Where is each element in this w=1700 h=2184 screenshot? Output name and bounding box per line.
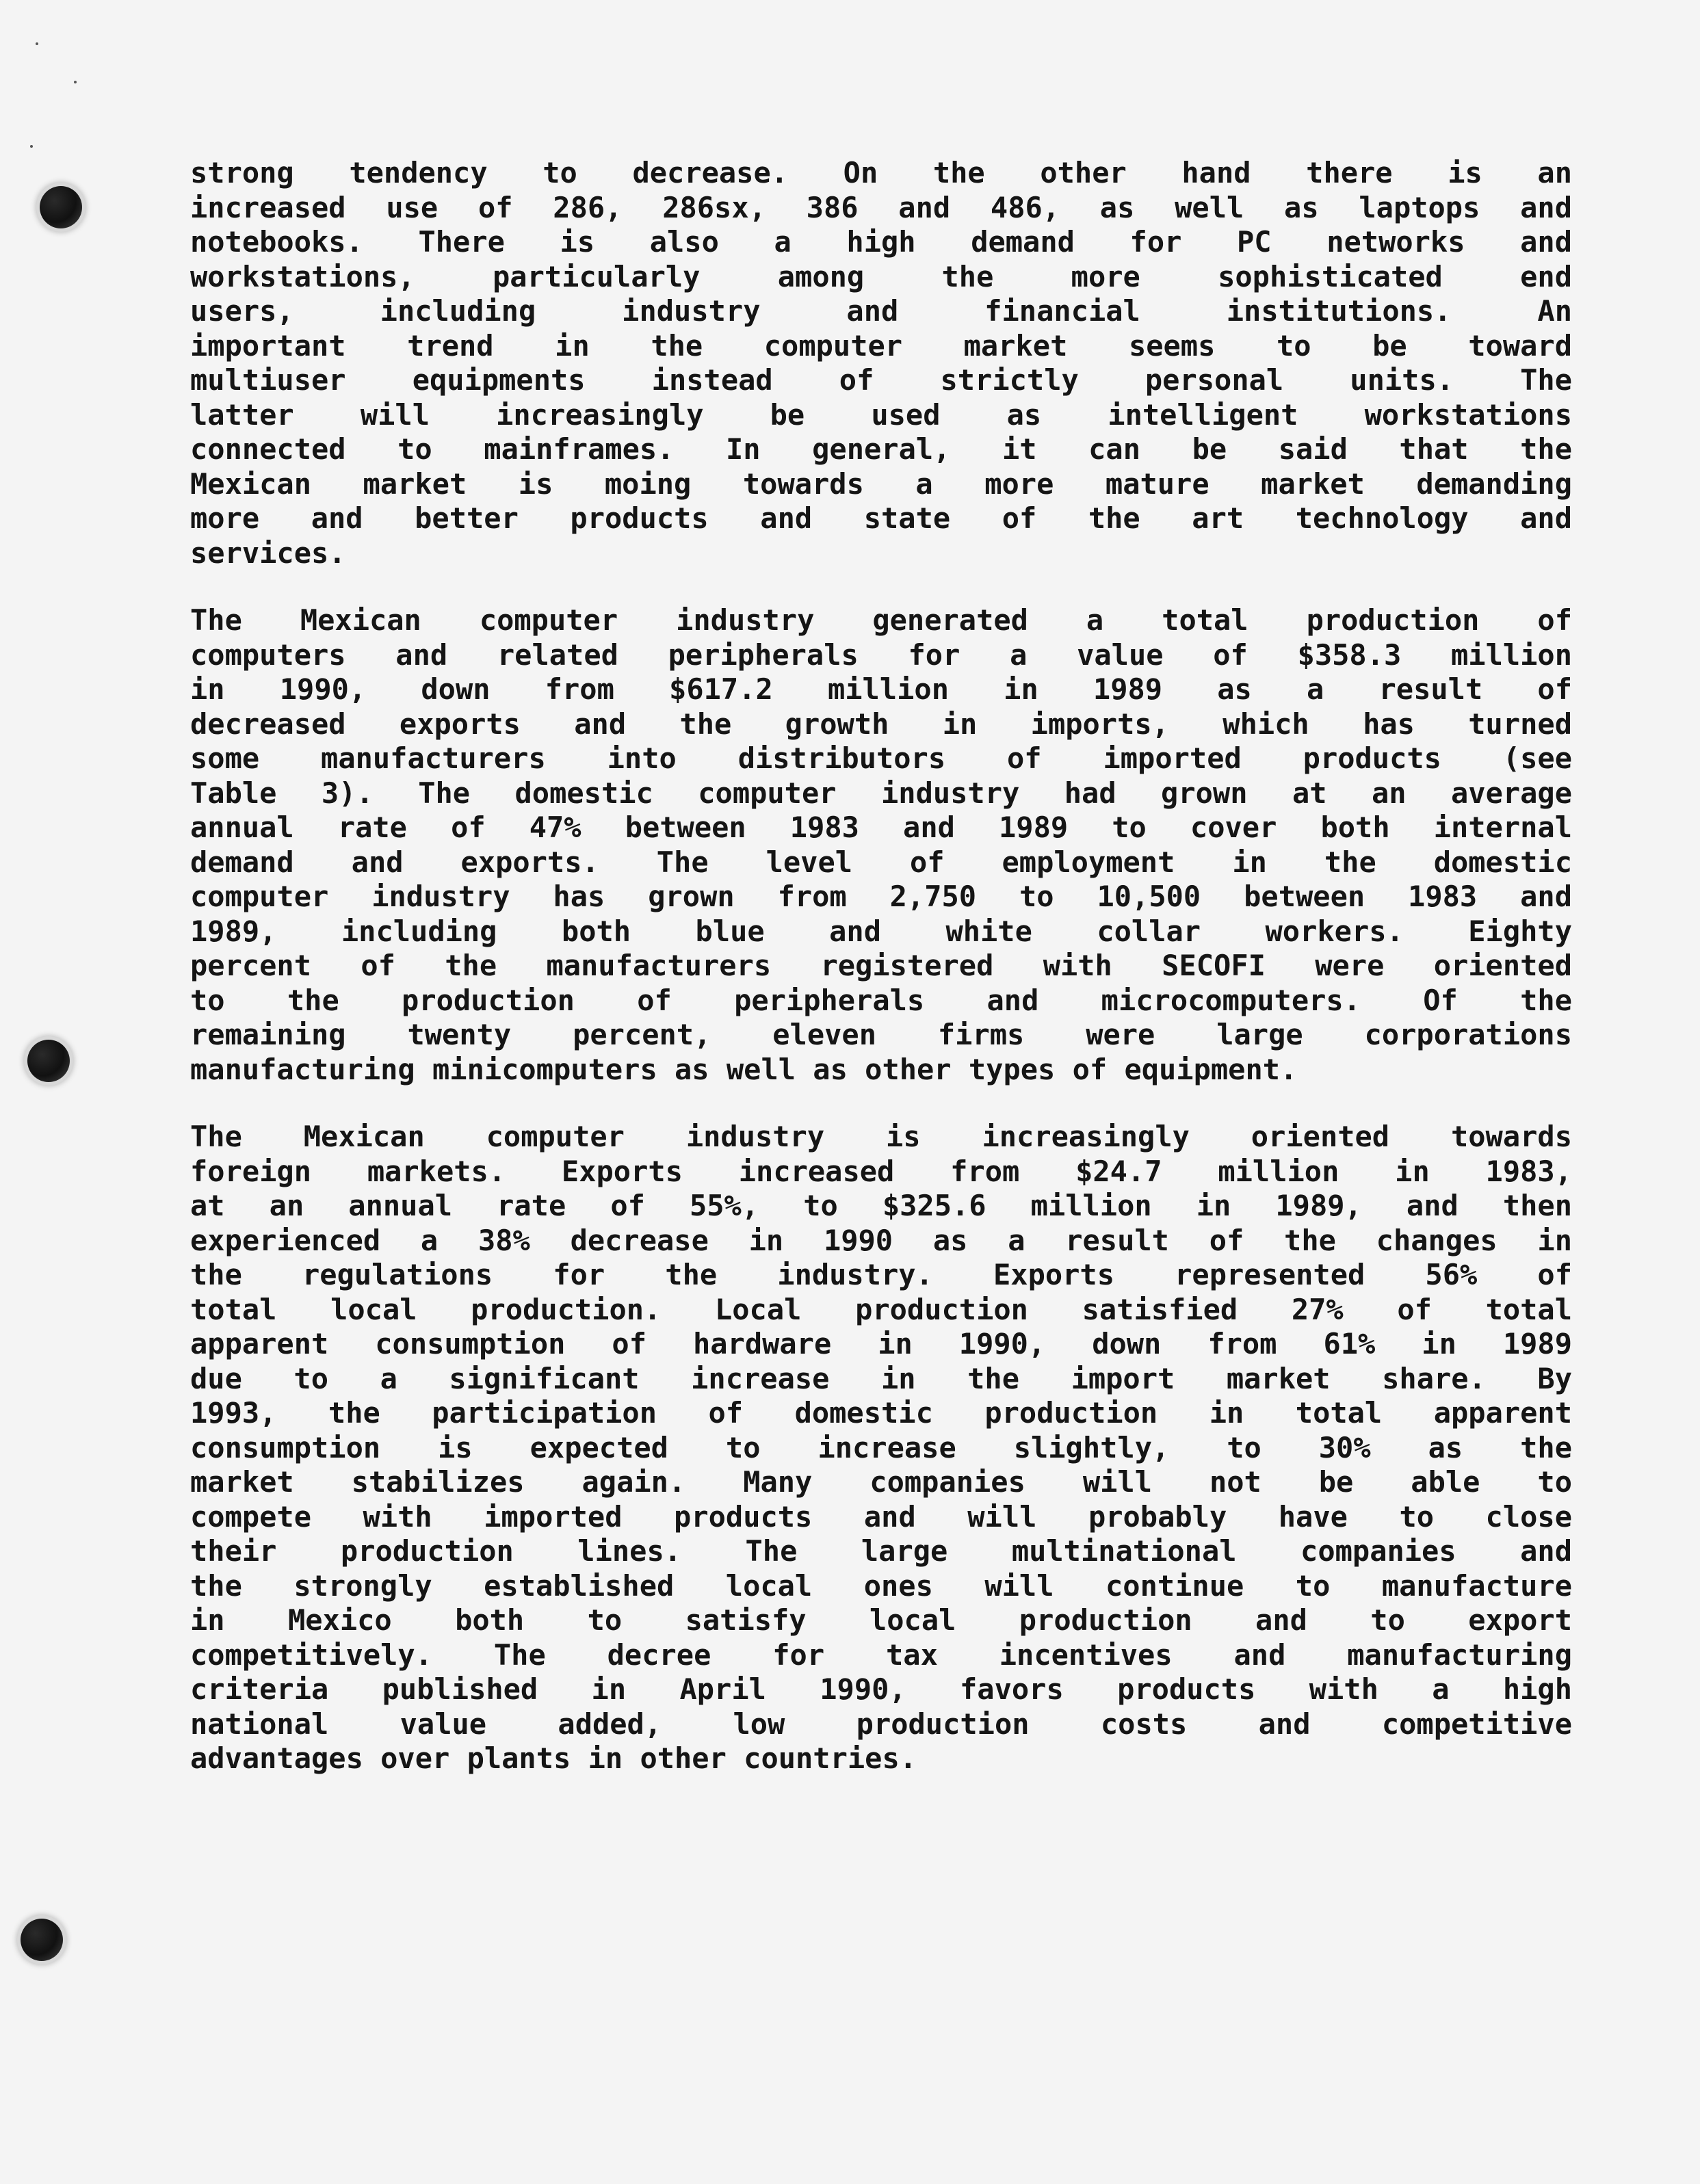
scan-speck bbox=[74, 81, 77, 83]
punch-hole bbox=[27, 1040, 70, 1082]
text-line: The Mexican computer industry generated a total production of bbox=[190, 603, 1572, 637]
text-line: manufacturing minicomputers as well as other types of equipment. bbox=[190, 1052, 1298, 1086]
scan-speck bbox=[36, 42, 38, 45]
text-line: computer industry has grown from 2,750 to 10,500 between 1983 and bbox=[190, 880, 1572, 913]
body-text bbox=[190, 156, 1572, 1809]
text-line: foreign markets. Exports increased from $24.7 million in 1983, bbox=[190, 1154, 1572, 1188]
text-line: 1993, the participation of domestic production in total apparent bbox=[190, 1396, 1572, 1430]
text-line: total local production. Local production satisfied 27% of total bbox=[190, 1292, 1572, 1326]
text-line: notebooks. There is also a high demand for PC networks and bbox=[190, 225, 1572, 259]
text-line: connected to mainframes. In general, it can be said that the bbox=[190, 432, 1572, 466]
text-line: the strongly established local ones will continue to manufacture bbox=[190, 1568, 1572, 1603]
text-line: experienced a 38% decrease in 1990 as a result of the changes in bbox=[190, 1223, 1572, 1257]
scan-speck bbox=[30, 145, 33, 148]
text-line: due to a significant increase in the import market share. By bbox=[190, 1361, 1572, 1395]
text-line: market stabilizes again. Many companies will not be able to bbox=[190, 1465, 1572, 1499]
text-line: compete with imported products and will probably have to close bbox=[190, 1499, 1572, 1534]
paragraph bbox=[190, 156, 1572, 570]
text-line: Mexican market is moing towards a more mature market demanding bbox=[190, 466, 1572, 501]
paragraph bbox=[190, 1120, 1572, 1776]
text-line: demand and exports. The level of employment in the domestic bbox=[190, 845, 1572, 879]
text-line: the regulations for the industry. Exports represented 56% of bbox=[190, 1258, 1572, 1291]
text-line: consumption is expected to increase slightly, to 30% as the bbox=[190, 1430, 1572, 1464]
text-line: services. bbox=[190, 536, 346, 570]
text-line: in Mexico both to satisfy local production and to export bbox=[190, 1603, 1572, 1637]
punch-hole bbox=[21, 1919, 63, 1961]
text-line: The Mexican computer industry is increasingly oriented towards bbox=[190, 1120, 1572, 1153]
text-line: in 1990, down from $617.2 million in 1989 as a result of bbox=[190, 672, 1572, 706]
text-line: advantages over plants in other countries. bbox=[190, 1741, 917, 1775]
paragraph bbox=[190, 603, 1572, 1087]
text-line: annual rate of 47% between 1983 and 1989 to cover both internal bbox=[190, 811, 1572, 844]
text-line: competitively. The decree for tax incentives and manufacturing bbox=[190, 1637, 1572, 1672]
text-line: their production lines. The large multinational companies and bbox=[190, 1534, 1572, 1568]
text-line: users, including industry and financial institutions. An bbox=[190, 294, 1572, 328]
text-line: important trend in the computer market seems to be toward bbox=[190, 328, 1572, 363]
text-line: some manufacturers into distributors of imported products (see bbox=[190, 741, 1572, 775]
punch-hole bbox=[40, 186, 82, 228]
text-line: workstations, particularly among the more sophisticated end bbox=[190, 259, 1572, 293]
text-line: Table 3). The domestic computer industry had grown at an average bbox=[190, 776, 1572, 810]
text-line: percent of the manufacturers registered with SECOFI were oriented bbox=[190, 949, 1572, 982]
text-line: more and better products and state of the art technology and bbox=[190, 501, 1572, 535]
text-line: remaining twenty percent, eleven firms were large corporations bbox=[190, 1018, 1572, 1051]
text-line: 1989, including both blue and white collar workers. Eighty bbox=[190, 914, 1572, 948]
text-line: national value added, low production costs and competitive bbox=[190, 1707, 1572, 1741]
text-line: multiuser equipments instead of strictly personal units. The bbox=[190, 363, 1572, 397]
text-line: strong tendency to decrease. On the other hand there is an bbox=[190, 156, 1572, 189]
text-line: criteria published in April 1990, favors products with a high bbox=[190, 1672, 1572, 1706]
text-line: decreased exports and the growth in imports, which has turned bbox=[190, 707, 1572, 741]
text-line: apparent consumption of hardware in 1990, down from 61% in 1989 bbox=[190, 1327, 1572, 1360]
text-line: computers and related peripherals for a value of $358.3 million bbox=[190, 637, 1572, 672]
text-line: at an annual rate of 55%, to $325.6 million in 1989, and then bbox=[190, 1189, 1572, 1222]
text-line: to the production of peripherals and microcomputers. Of the bbox=[190, 983, 1572, 1017]
text-line: increased use of 286, 286sx, 386 and 486, as well as laptops and bbox=[190, 190, 1572, 224]
text-line: latter will increasingly be used as intelligent workstations bbox=[190, 397, 1572, 432]
